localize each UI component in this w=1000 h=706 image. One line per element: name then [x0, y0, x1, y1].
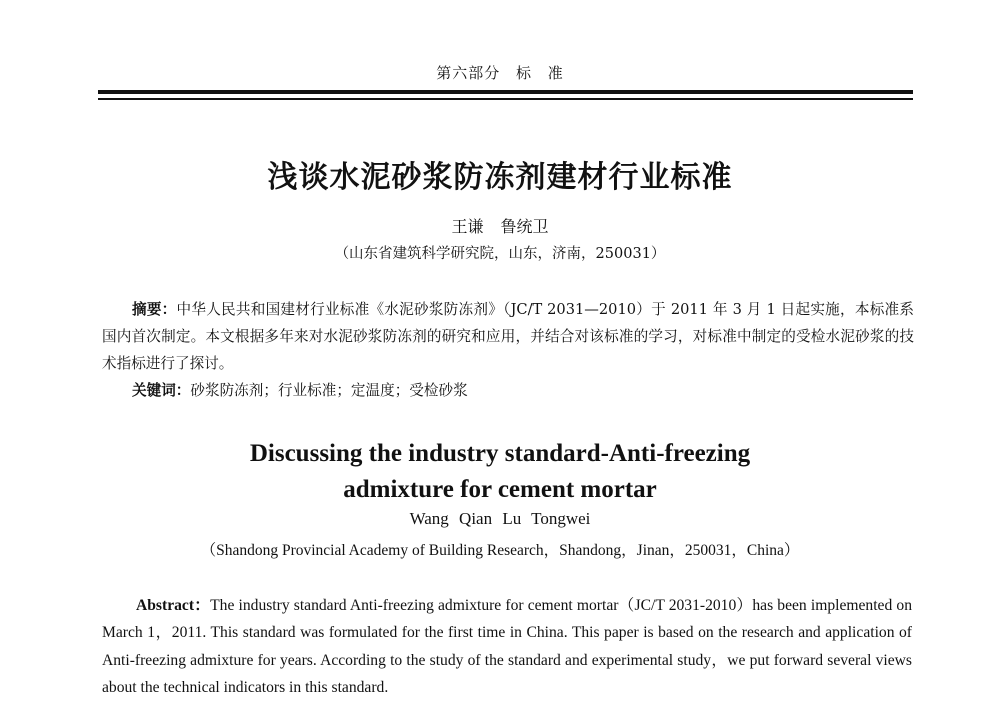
- english-abstract-label: Abstract：: [136, 597, 211, 614]
- running-header: 第六部分 标 准: [436, 64, 564, 82]
- english-title-line1: Discussing the industry standard-Anti-freezing: [249, 440, 751, 467]
- english-abstract-text: The industry standard Anti-freezing admixture for cement mortar（JC/T 2031-2010）has been implemented on March 1，2011. This standard was formulated for the first time in China. This paper is based on the research and application of Anti-freezing admixture for years. According to the study of the standard and experimental study，we put forward several views about the technical indicators in this standard.: [102, 597, 913, 696]
- english-authors: Wang Qian Lu Tongwei: [409, 509, 591, 528]
- chinese-abstract-text: 中华人民共和国建材行业标准《水泥砂浆防冻剂》（JC/T 2031—2010）于 2011 年 3 月 1 日起实施，本标准系国内首次制定。本文根据多年来对水泥砂浆防冻剂的研究和应用，并结合对该标准的学习，对标准中制定的受检水泥砂浆的技术指标进行了探讨。: [102, 301, 914, 372]
- chinese-affiliation: （山东省建筑科学研究院，山东，济南，250031）: [334, 246, 666, 262]
- header-rule-thick: [98, 90, 913, 94]
- chinese-title: 浅谈水泥砂浆防冻剂建材行业标准: [267, 160, 733, 195]
- chinese-abstract: [102, 296, 914, 377]
- chinese-keywords: [132, 379, 912, 400]
- chinese-authors: 王谦 鲁统卫: [451, 217, 549, 236]
- english-affiliation: （Shandong Provincial Academy of Building Research，Shandong，Jinan，250031，China）: [200, 542, 800, 559]
- english-title: [0, 436, 1000, 508]
- chinese-abstract-label: 摘要：: [132, 301, 177, 318]
- header-rule-thin: [98, 98, 913, 100]
- english-abstract: [102, 592, 912, 701]
- chinese-keywords-label: 关键词：: [132, 382, 191, 399]
- english-title-line2: admixture for cement mortar: [343, 476, 657, 503]
- chinese-keywords-text: 砂浆防冻剂；行业标准；定温度；受检砂浆: [190, 382, 468, 399]
